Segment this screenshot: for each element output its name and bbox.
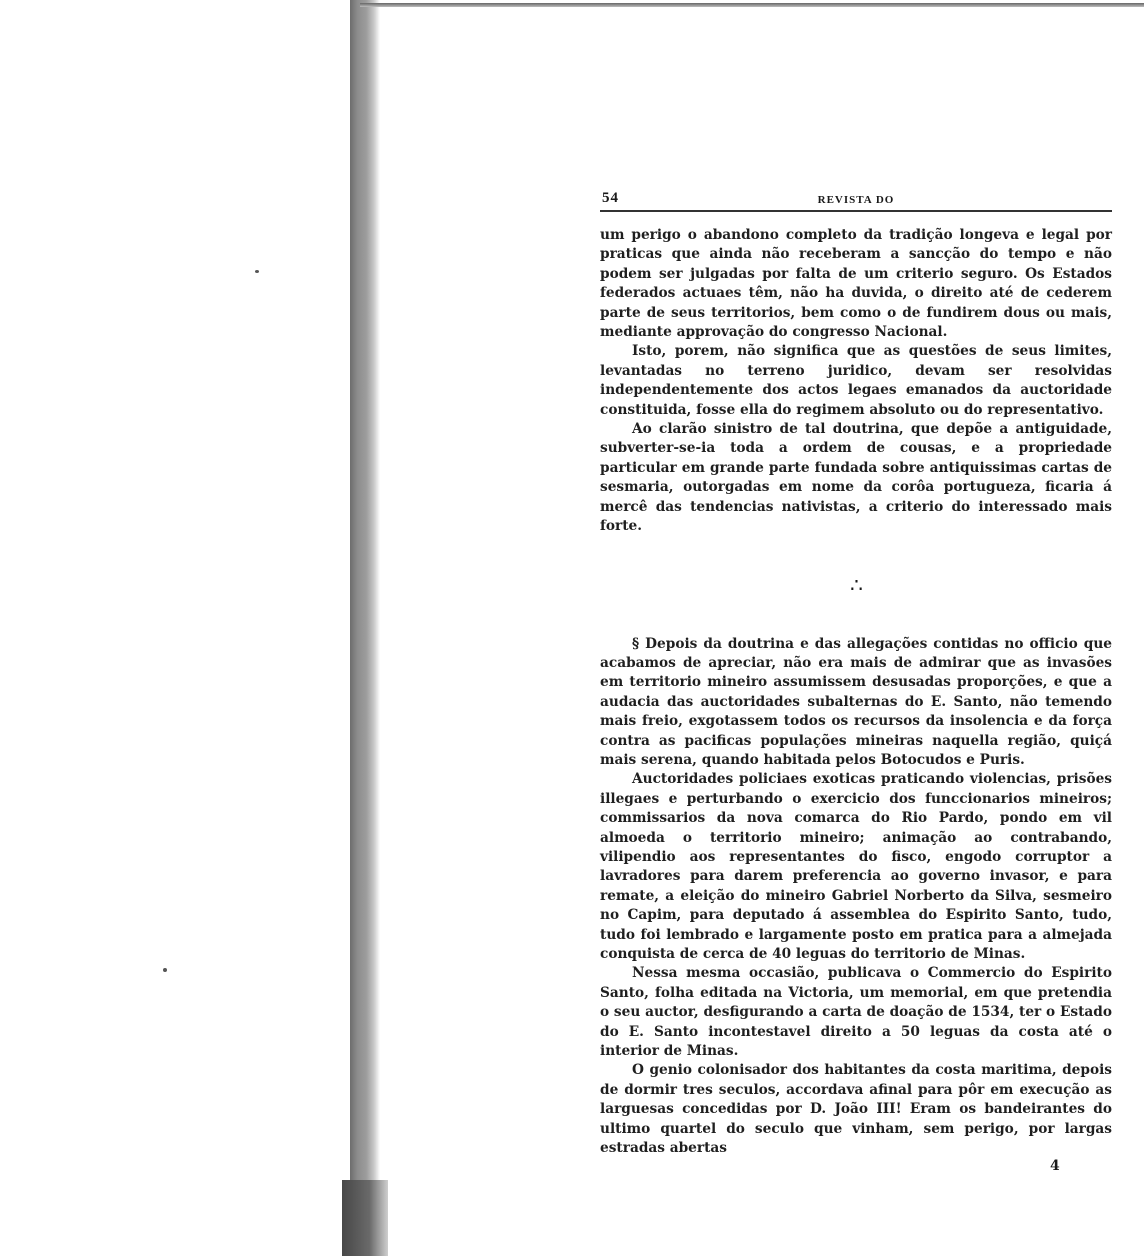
paragraph: Ao clarão sinistro de tal doutrina, que depõe a antiguidade, subverter-se-ia toda a ordem de cousas, e a propriedade particular em grande parte fundada sobre antiquissimas cartas de sesmaria, outorgadas em nome da corôa portugueza, ficaria á mercê das tendencias nativistas, a criterio do interessado mais forte. — [600, 421, 1112, 535]
paragraph: O genio colonisador dos habitantes da costa maritima, depois de dormir tres seculos, accordava afinal para pôr em execução as larguesas concedidas por D. João III! Eram os bandeirantes do ultimo quartel do seculo que vinham, sem perigo, por largas estradas abertas — [600, 1062, 1112, 1157]
paragraph: Auctoridades policiaes exoticas praticando violencias, prisões illegaes e perturbando o exercicio dos funccionarios mineiros; commissarios da nova comarca do Rio Pardo, pondo em vil almoeda o territorio mineiro; animação ao contrabando, vilipendio aos representantes do fisco, engodo corruptor a lavradores para darem preferencia ao governo invasor, e para remate, a eleição do mineiro Gabriel Norberto da Silva, sesmeiro no Capim, para deputado á assemblea do Espirito Santo, tudo, tudo foi lembrado e largamente posto em pratica para a almejada conquista de cerca de 40 leguas do territorio de Minas. — [600, 771, 1112, 962]
running-head — [600, 188, 1112, 210]
page-number: 54 — [602, 190, 619, 206]
paragraph: Isto, porem, não significa que as questões de seus limites, levantadas no terreno juridico, devam ser resolvidas independentemente dos actos legaes emanados da auctoridade constituida, fosse ella do regimem absoluto ou do representativo. — [600, 343, 1112, 418]
book-gutter-shadow — [350, 0, 380, 1256]
paragraph: um perigo o abandono completo da tradição longeva e legal por praticas que ainda não receberam a sancção do tempo e não podem ser julgadas por falta de um criterio seguro. Os Estados federados actuaes têm, não ha duvida, o direito até de cederem parte de seus territorios, bem como o de fundirem dous ou mais, mediante approvação do congresso Nacional. — [600, 227, 1112, 341]
footer-mark: 4 — [1050, 1158, 1060, 1174]
scan-speck — [255, 270, 259, 273]
book-gutter-dark-corner — [342, 1180, 388, 1256]
section-separator: ∴ — [850, 572, 862, 597]
paragraph: Nessa mesma occasião, publicava o Commercio do Espirito Santo, folha editada na Victoria, um memorial, em que pretendia o seu auctor, desfigurando a carta de doação de 1534, ter o Estado do E. Santo incontestavel direito a 50 leguas da costa até o interior de Minas. — [600, 965, 1112, 1060]
scan-speck — [163, 968, 167, 972]
journal-title: REVISTA DO — [817, 194, 895, 206]
page-top-edge — [360, 3, 1144, 7]
page-text-block — [600, 188, 1112, 1158]
paragraph: § Depois da doutrina e das allegações contidas no officio que acabamos de apreciar, não era mais de admirar que as invasões em territorio mineiro assumissem desusadas proporções, e que a audacia das auctoridades subalternas do E. Santo, não temendo mais freio, exgotassem todos os recursos da insolencia e da força contra as pacificas populações mineiras naquella região, quiçá mais serena, quando habitada pelos Botocudos e Puris. — [600, 635, 1112, 768]
header-rule — [600, 210, 1112, 212]
